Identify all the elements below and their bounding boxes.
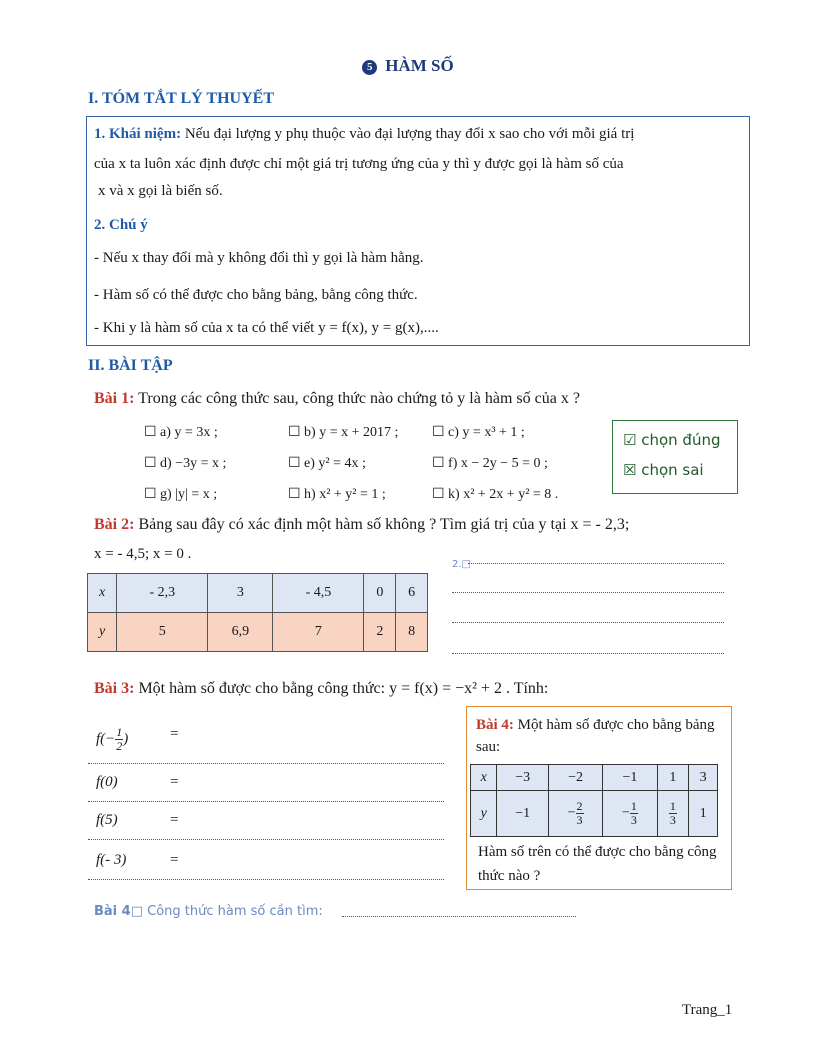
- ex2-prompt-2: x = - 4,5; x = 0 .: [94, 546, 192, 562]
- table-cell: − $\frac{2}{3}$: [548, 791, 602, 837]
- ex4-answer: Bài 4□ Công thức hàm số cần tìm:: [94, 904, 323, 919]
- concept-line-3: x và x gọi là biến số.: [98, 183, 223, 199]
- note-line-3: - Khi y là hàm số của x ta có thể viết y = f(x), y = g(x),....: [94, 320, 439, 336]
- ex1-option-b[interactable]: ☐ b) y = x + 2017 ;: [288, 425, 399, 440]
- ex2-prompt: Bài 2: Bảng sau đây có xác định một hàm số không ? Tìm giá trị của y tại x = - 2,3;: [94, 516, 630, 533]
- fraction: $\frac{1}{3}$: [630, 799, 637, 827]
- ex2-table: [87, 573, 428, 652]
- ex3-row-1: f(− $\frac{1}{2}$ ) =: [88, 714, 444, 764]
- ex1-legend: [612, 420, 738, 494]
- table-cell: y: [471, 791, 497, 837]
- table-cell: 5: [117, 613, 208, 652]
- page-number: Trang_1: [682, 1002, 733, 1018]
- table-cell: 1: [657, 765, 689, 791]
- ex3-row-2: f(0) =: [88, 764, 444, 802]
- table-cell: 3: [208, 574, 273, 613]
- table-cell: 6,9: [208, 613, 273, 652]
- table-cell: −1: [603, 765, 657, 791]
- ex1-option-g[interactable]: ☐ g) |y| = x ;: [144, 487, 218, 502]
- table-cell: − $\frac{1}{3}$: [603, 791, 657, 837]
- ex4-answer-line[interactable]: [342, 916, 576, 917]
- ex4-table: [470, 764, 718, 837]
- legend-false: ☒ chọn sai: [623, 461, 704, 479]
- ex2-answer-line-1[interactable]: 2.□: [452, 554, 724, 566]
- ex2-answer-line-4[interactable]: [452, 653, 724, 654]
- ex2-answer-line-2[interactable]: [452, 592, 724, 593]
- table-cell: 2: [364, 613, 396, 652]
- ex1-option-c[interactable]: ☐ c) y = x³ + 1 ;: [432, 425, 525, 440]
- table-cell: −1: [497, 791, 548, 837]
- note-heading: 2. Chú ý: [94, 217, 148, 233]
- table-cell: [657, 791, 689, 837]
- table-cell: 3: [689, 765, 718, 791]
- concept-line-2: của x ta luôn xác định được chỉ một giá trị tương ứng của y thì y được gọi là hàm số của: [94, 156, 624, 172]
- ex1-option-e[interactable]: ☐ e) y² = 4x ;: [288, 456, 366, 471]
- table-cell: −2: [548, 765, 602, 791]
- ex3-row-4: f(- 3) =: [88, 840, 444, 880]
- table-cell: x: [471, 765, 497, 791]
- ex3-row-3: f(5) =: [88, 802, 444, 840]
- note-line-1: - Nếu x thay đổi mà y không đổi thì y gọi là hàm hằng.: [94, 250, 424, 266]
- ex1-option-h[interactable]: ☐ h) x² + y² = 1 ;: [288, 487, 386, 502]
- circled-number-icon: 5: [362, 60, 377, 75]
- table-cell: 0: [364, 574, 396, 613]
- table-cell: y: [88, 613, 117, 652]
- fraction: $\frac{2}{3}$: [576, 799, 583, 827]
- table-cell: 1: [689, 791, 718, 837]
- table-cell: 7: [273, 613, 364, 652]
- section-theory-heading: I. TÓM TẮT LÝ THUYẾT: [88, 90, 274, 107]
- concept-line-1: 1. Khái niệm: Nếu đại lượng y phụ thuộc vào đại lượng thay đổi x sao cho với mỗi giá trị: [94, 126, 635, 142]
- ex4-question: Hàm số trên có thể được cho bằng công thức nào ?: [478, 844, 717, 884]
- ex3-answer-line-4[interactable]: [88, 879, 444, 880]
- legend-true: ☑ chọn đúng: [623, 431, 721, 449]
- table-cell: - 2,3: [117, 574, 208, 613]
- ex3-expr-1: f(− $\frac{1}{2}$ ): [96, 725, 129, 753]
- theory-box: [86, 116, 750, 346]
- table-cell: x: [88, 574, 117, 613]
- note-line-2: - Hàm số có thể được cho bằng bảng, bằng công thức.: [94, 287, 418, 303]
- table-cell: 8: [396, 613, 428, 652]
- fraction: $\frac{1}{3}$: [669, 799, 676, 827]
- table-cell: −3: [497, 765, 548, 791]
- ex3-prompt: Bài 3: Một hàm số được cho bằng công thức: y = f(x) = −x² + 2 . Tính:: [94, 680, 549, 697]
- ex4-prompt: Bài 4: Một hàm số được cho bằng bảng sau:: [476, 717, 715, 755]
- table-cell: - 4,5: [273, 574, 364, 613]
- table-cell: 6: [396, 574, 428, 613]
- ex2-answer-line-3[interactable]: [452, 622, 724, 623]
- ex1-prompt: Bài 1: Trong các công thức sau, công thức nào chứng tỏ y là hàm số của x ?: [94, 390, 580, 407]
- ex1-option-f[interactable]: ☐ f) x − 2y − 5 = 0 ;: [432, 456, 548, 471]
- ex1-option-d[interactable]: ☐ d) −3y = x ;: [144, 456, 227, 471]
- fraction: $\frac{1}{2}$: [116, 725, 123, 753]
- section-exercises-heading: II. BÀI TẬP: [88, 357, 173, 374]
- ex1-option-k[interactable]: ☐ k) x² + 2x + y² = 8 .: [432, 487, 559, 502]
- page-title: 5 HÀM SỐ: [0, 56, 816, 76]
- ex1-option-a[interactable]: ☐ a) y = 3x ;: [144, 425, 218, 440]
